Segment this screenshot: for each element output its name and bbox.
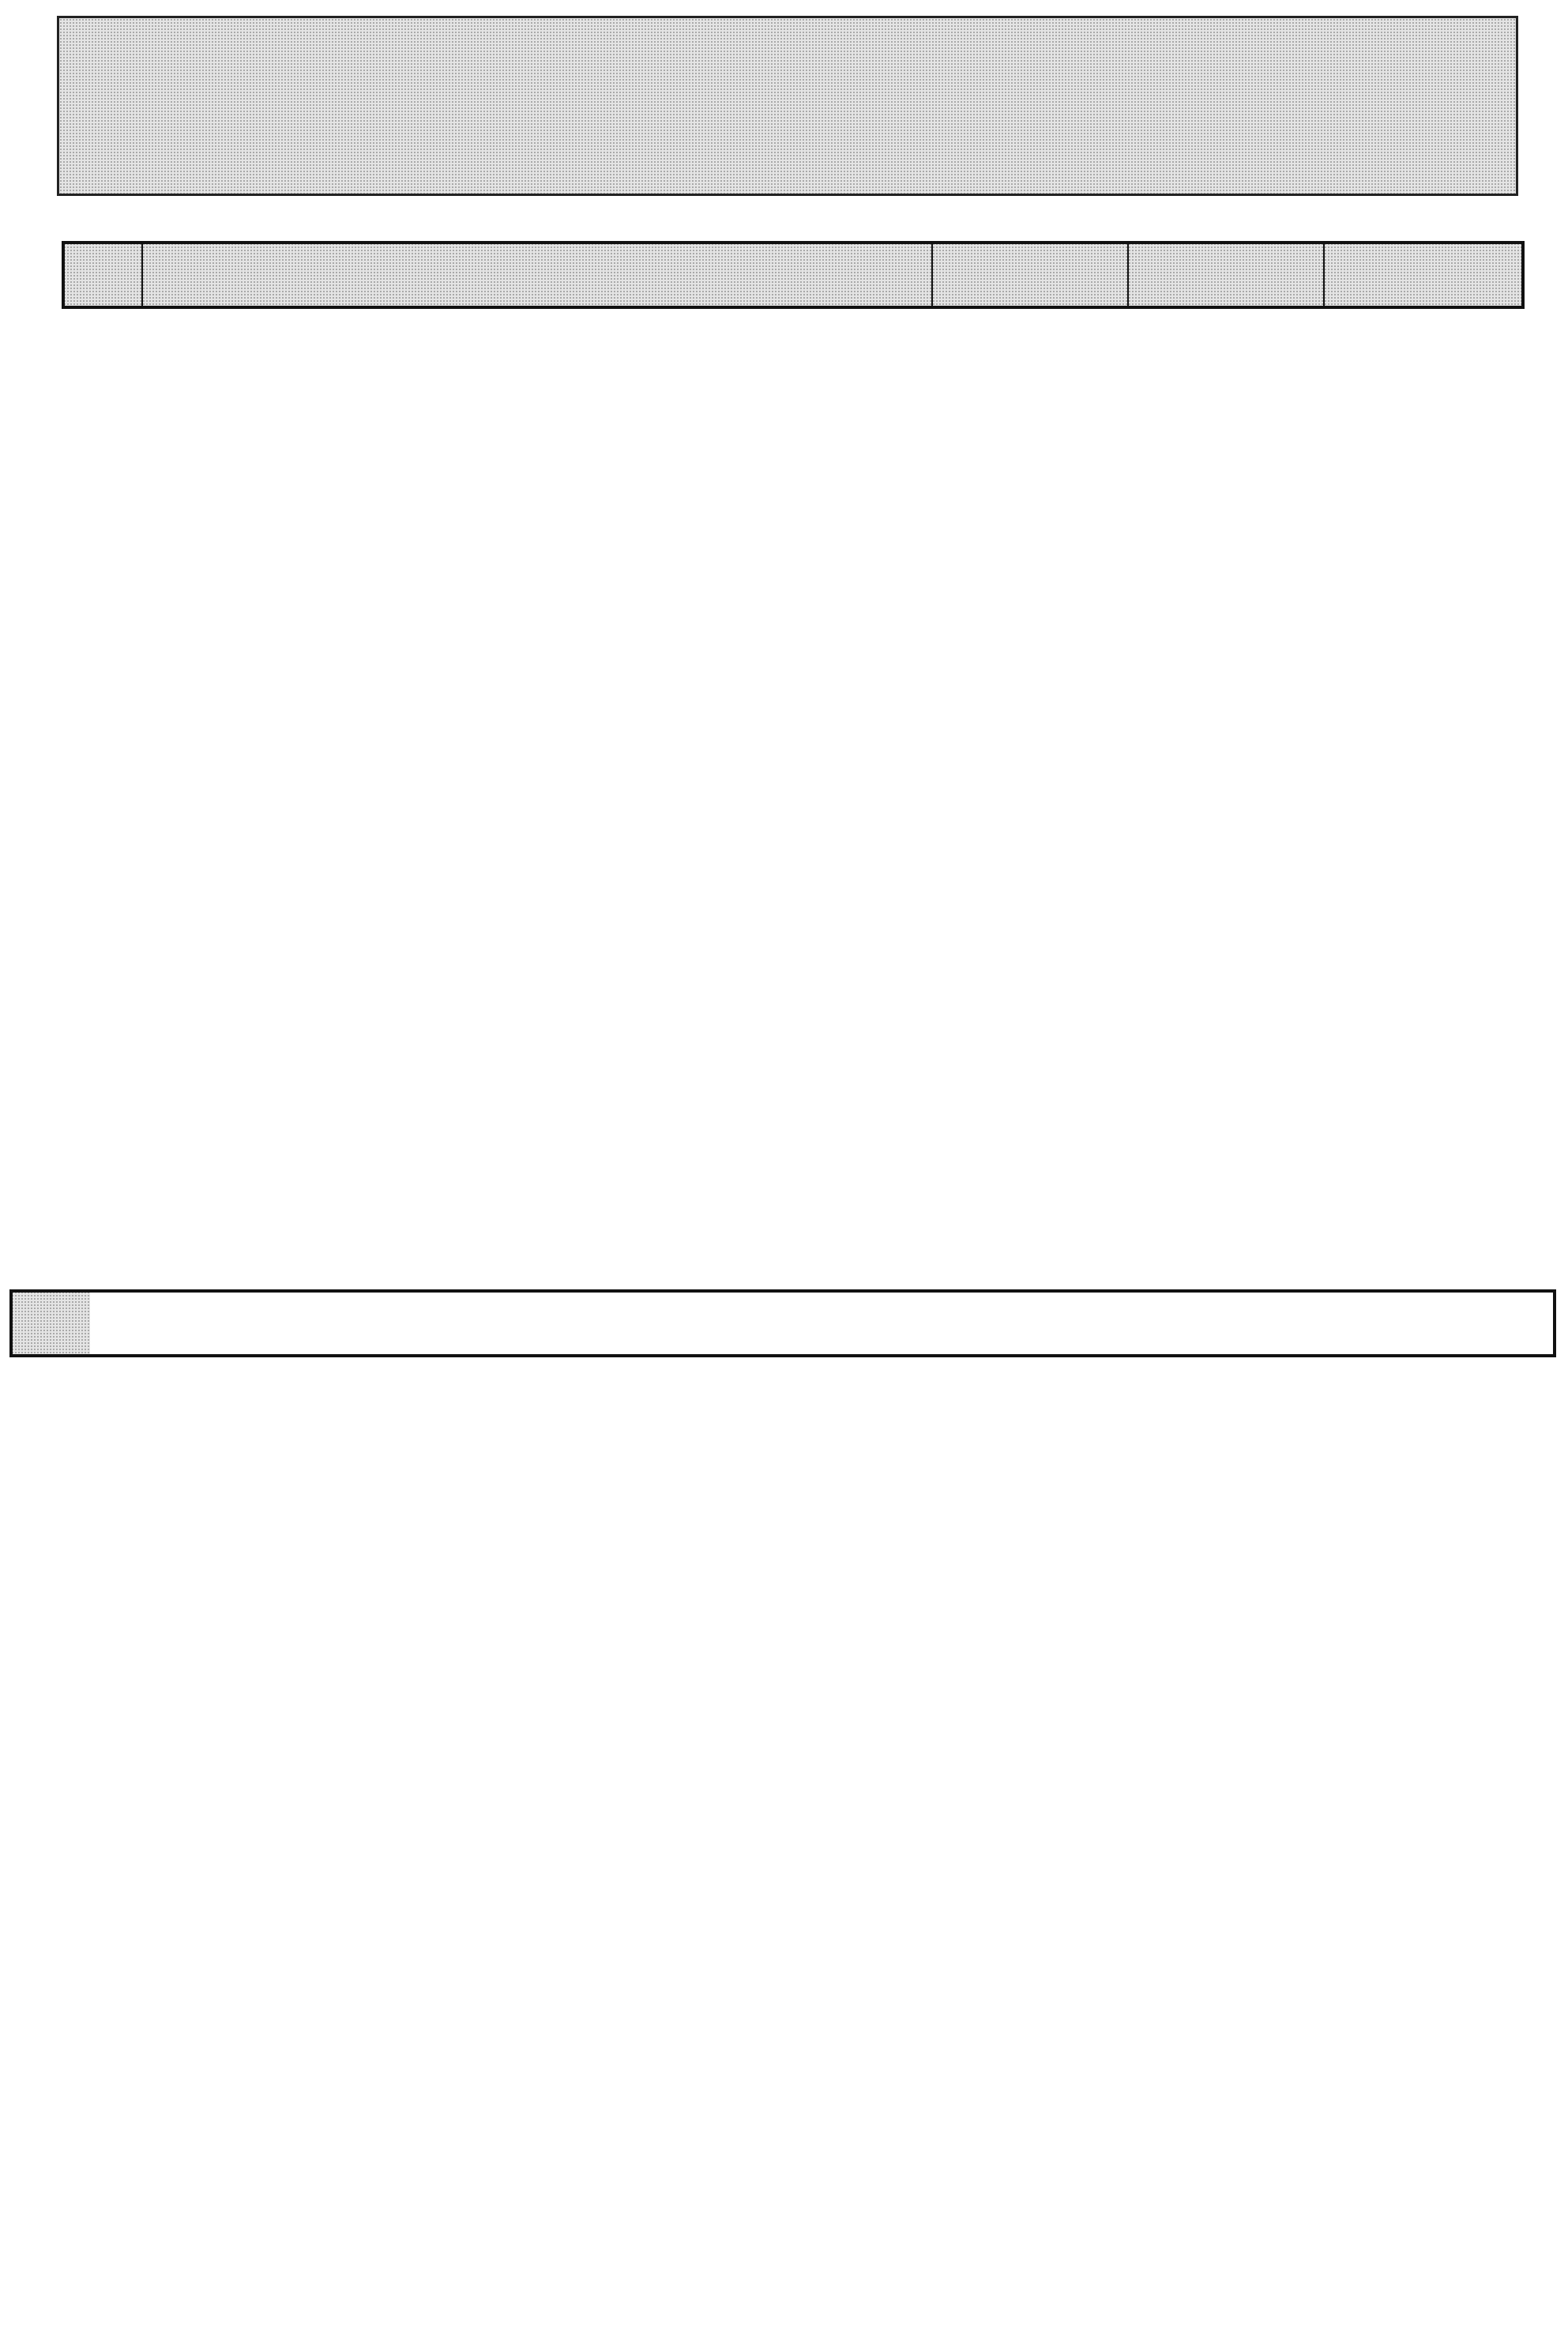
header-col-03 (1324, 243, 1523, 307)
header-col-02 (1128, 243, 1324, 307)
lower-table-header (11, 1291, 1555, 1356)
header-col-01 (932, 243, 1128, 307)
header-programas-servicios (142, 243, 932, 307)
header-banner (57, 16, 1518, 196)
programs-table-lower (9, 1289, 1556, 1357)
programs-table-upper (62, 241, 1525, 309)
header-blank-cell (11, 1291, 90, 1356)
header-blank-cell (63, 243, 142, 307)
section-heading (130, 152, 175, 186)
